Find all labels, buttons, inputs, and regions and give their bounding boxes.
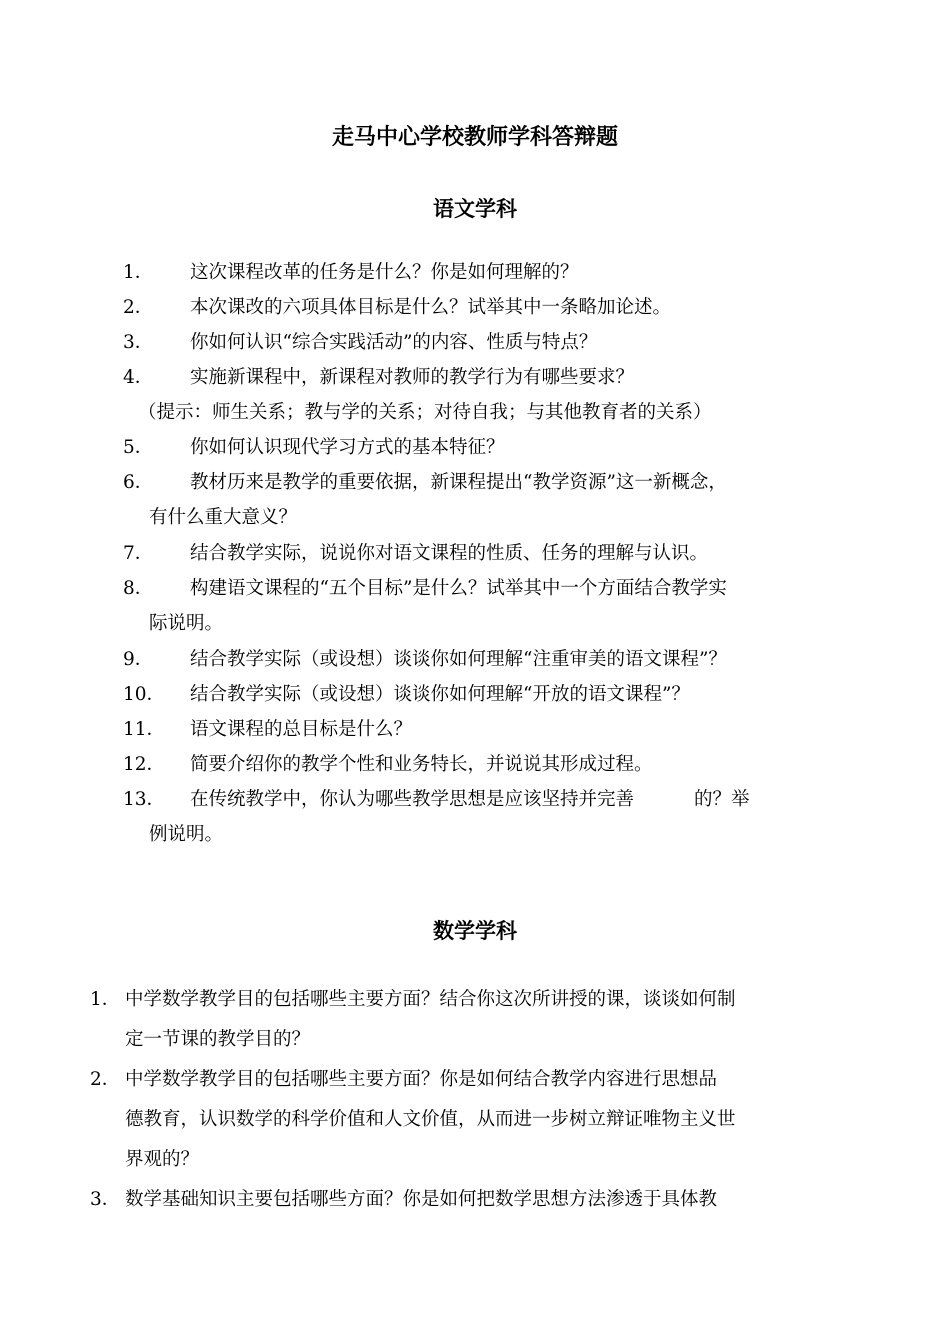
item-number: 2． bbox=[123, 297, 154, 318]
item-text: 语文课程的总目标是什么？ bbox=[190, 719, 413, 740]
item-text: 教材历来是教学的重要依据，新课程提出“教学资源”这一新概念， bbox=[190, 472, 727, 493]
item-text: 在传统教学中，你认为哪些教学思想是应该坚持并完善 bbox=[190, 789, 635, 810]
item-text: 数学基础知识主要包括哪些方面？你是如何把数学思想方法渗透于具体教 bbox=[125, 1189, 718, 1210]
item-text: 构建语文课程的“五个目标”是什么？试举其中一个方面结合教学实 bbox=[190, 578, 727, 599]
item-number: 12． bbox=[123, 754, 166, 775]
item-number: 2． bbox=[90, 1069, 121, 1090]
item-text-row bbox=[123, 782, 863, 817]
list-item bbox=[123, 360, 863, 395]
item-text: 你如何认识“综合实践活动”的内容、性质与特点？ bbox=[190, 332, 598, 353]
item-number: 6． bbox=[123, 472, 154, 493]
item-text: 这次课程改革的任务是什么？你是如何理解的？ bbox=[190, 262, 579, 283]
list-item bbox=[90, 980, 870, 1060]
item-number: 9． bbox=[123, 649, 154, 670]
list-item bbox=[123, 747, 863, 782]
item-text: 实施新课程中，新课程对教师的教学行为有哪些要求？ bbox=[190, 367, 635, 388]
item-number: 13． bbox=[123, 789, 166, 810]
item-number: 11． bbox=[123, 719, 166, 740]
section-heading-math: 数学学科 bbox=[433, 918, 517, 943]
list-item bbox=[123, 782, 863, 852]
item-number: 3． bbox=[123, 332, 154, 353]
item-text-tail: 的？举 bbox=[694, 789, 750, 810]
item-text-continued: 例说明。 bbox=[149, 824, 224, 845]
item-text: 结合教学实际（或设想）谈谈你如何理解“注重审美的语文课程”？ bbox=[190, 649, 727, 670]
list-item bbox=[123, 465, 863, 535]
list-item bbox=[123, 255, 863, 290]
hint-text: （提示：师生关系；教与学的关系；对待自我；与其他教育者的关系） bbox=[138, 402, 712, 423]
item-text: 中学数学教学目的包括哪些主要方面？结合你这次所讲授的课，谈谈如何制 bbox=[125, 989, 736, 1010]
item-number: 1． bbox=[123, 262, 154, 283]
item-text: 结合教学实际，说说你对语文课程的性质、任务的理解与认识。 bbox=[190, 543, 709, 564]
item-number: 4． bbox=[123, 367, 154, 388]
list-item bbox=[123, 290, 863, 325]
list-item bbox=[123, 642, 863, 677]
list-item bbox=[90, 1180, 870, 1220]
list-item bbox=[123, 430, 863, 465]
item-text: 结合教学实际（或设想）谈谈你如何理解“开放的语文课程”？ bbox=[190, 684, 690, 705]
item-text: 中学数学教学目的包括哪些主要方面？你是如何结合教学内容进行思想品 bbox=[125, 1069, 718, 1090]
list-item bbox=[123, 325, 863, 360]
item-text-continued: 际说明。 bbox=[149, 613, 224, 634]
list-item bbox=[90, 1060, 870, 1180]
item-number: 8． bbox=[123, 578, 154, 599]
list-item bbox=[123, 712, 863, 747]
item-number: 5． bbox=[123, 437, 154, 458]
item-text: 简要介绍你的教学个性和业务特长，并说说其形成过程。 bbox=[190, 754, 653, 775]
list-item bbox=[123, 571, 863, 641]
item-text-continued: 定一节课的教学目的？ bbox=[125, 1029, 311, 1050]
list-item bbox=[123, 536, 863, 571]
item-text-continued: 德教育，认识数学的科学价值和人文价值，从而进一步树立辩证唯物主义世 bbox=[125, 1109, 736, 1130]
item-text: 本次课改的六项具体目标是什么？试举其中一条略加论述。 bbox=[190, 297, 672, 318]
section-heading-chinese: 语文学科 bbox=[433, 196, 517, 221]
item-number: 10． bbox=[123, 684, 166, 705]
item-number: 1． bbox=[90, 989, 121, 1010]
document-title: 走马中心学校教师学科答辩题 bbox=[331, 124, 618, 150]
item-number: 7． bbox=[123, 543, 154, 564]
item-number: 3． bbox=[90, 1189, 121, 1210]
item-text-continued: 有什么重大意义？ bbox=[149, 507, 298, 528]
item-text: 你如何认识现代学习方式的基本特征？ bbox=[190, 437, 505, 458]
item-text-continued: 界观的？ bbox=[125, 1149, 200, 1170]
list-item bbox=[123, 677, 863, 712]
